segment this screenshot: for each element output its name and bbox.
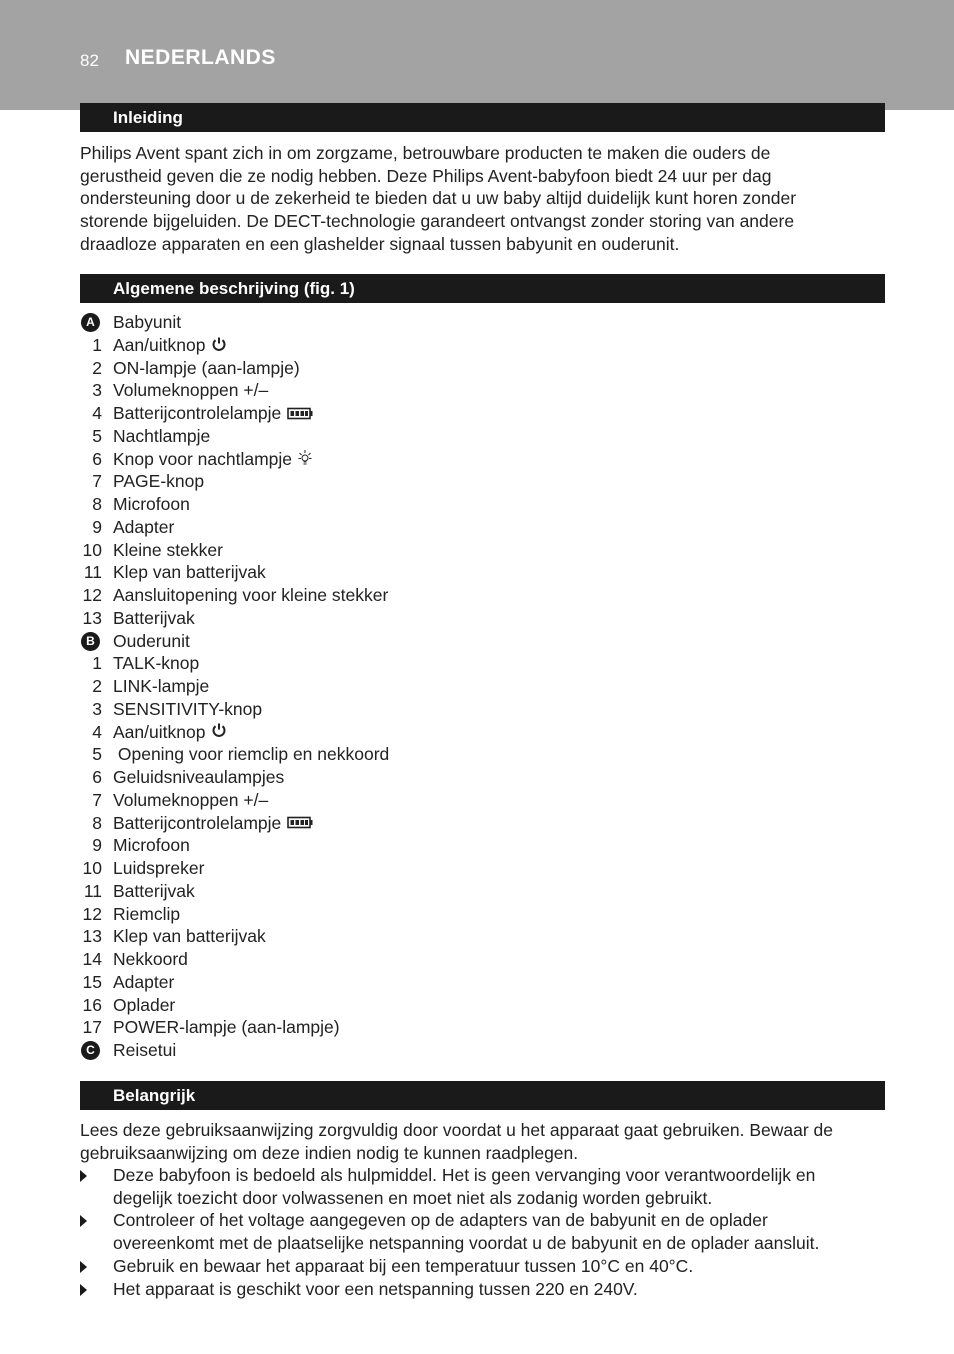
- item-label: [113, 880, 195, 903]
- list-item: [80, 584, 860, 607]
- bullet-item: [80, 1255, 880, 1278]
- item-label-text: Volumeknoppen +/–: [113, 789, 269, 810]
- section-heading-description: [80, 274, 885, 303]
- item-label: [113, 857, 204, 880]
- bullet-arrow-icon: [80, 1215, 87, 1227]
- item-label: [113, 584, 388, 607]
- item-label-text: Kleine stekker: [113, 539, 223, 560]
- item-label-text: Volumeknoppen +/–: [113, 380, 269, 401]
- item-label: [113, 925, 266, 948]
- item-label-text: ON-lampje (aan-lampje): [113, 357, 300, 378]
- item-label: [113, 721, 227, 745]
- item-label-text: POWER-lampje (aan-lampje): [113, 1017, 340, 1038]
- list-item: [80, 948, 860, 971]
- bullet-item: [80, 1209, 880, 1254]
- list-item: [80, 971, 860, 994]
- section-heading-inleiding: [80, 103, 885, 132]
- list-item: [80, 925, 860, 948]
- item-number: 9: [92, 516, 102, 537]
- list-item: [80, 561, 860, 584]
- bullet-text: Controleer of het voltage aangegeven op de adapters van de babyunit en de oplader: [113, 1210, 768, 1231]
- item-number: 16: [82, 994, 102, 1015]
- list-item: [80, 1039, 860, 1062]
- item-number: 1: [92, 653, 102, 674]
- item-label-text: Ouderunit: [113, 630, 190, 651]
- bullet-item: [80, 1164, 880, 1209]
- list-item: [80, 903, 860, 926]
- item-number: 2: [92, 676, 102, 696]
- item-label: [113, 994, 175, 1017]
- item-label-text: Klep van batterijvak: [113, 562, 266, 583]
- item-label-text: Microfoon: [113, 494, 190, 514]
- list-item: [80, 1016, 860, 1039]
- item-number: 3: [92, 698, 102, 719]
- item-label: [113, 1016, 340, 1039]
- section-letter-badge: B: [81, 632, 100, 651]
- item-label: [113, 789, 268, 812]
- item-label-text: TALK-knop: [113, 653, 200, 674]
- item-label: [113, 766, 284, 789]
- bullet-text: degelijk toezicht door volwassenen en moet niet als zodanig worden gebruikt.: [113, 1187, 713, 1208]
- list-item: [80, 812, 860, 835]
- list-item: [80, 493, 860, 516]
- list-item: [80, 357, 860, 380]
- list-item: [80, 334, 860, 357]
- item-label: [113, 948, 188, 971]
- item-number: 13: [82, 926, 102, 947]
- item-label-text: Microfoon: [113, 835, 190, 856]
- section-letter-badge: C: [81, 1041, 100, 1060]
- item-number: 4: [92, 721, 102, 742]
- section-title: Algemene beschrijving (fig. 1): [113, 279, 355, 298]
- item-label: [113, 493, 190, 516]
- item-label: [113, 630, 190, 653]
- item-number: 7: [92, 471, 102, 492]
- item-label: [113, 903, 180, 926]
- item-number: 5: [92, 425, 102, 446]
- item-label-text: Adapter: [113, 516, 175, 537]
- item-label: [113, 675, 209, 698]
- item-label: [113, 402, 313, 426]
- item-number: 2: [92, 357, 102, 378]
- item-number: 11: [83, 562, 102, 583]
- item-number: 9: [92, 835, 102, 856]
- item-label-text: Batterijcontrolelampje: [113, 812, 282, 833]
- bullet-arrow-icon: [80, 1284, 87, 1296]
- bullet-arrow-icon: [80, 1261, 87, 1273]
- bullet-text: overeenkomt met de plaatselijke netspanning voordat u de babyunit en de oplader aansluit.: [113, 1233, 820, 1254]
- bullet-text: Gebruik en bewaar het apparaat bij een temperatuur tussen 10°C en 40°C.: [113, 1255, 694, 1276]
- item-label-text: Opening voor riemclip en nekkoord: [113, 744, 390, 765]
- item-label-text: Batterijvak: [113, 880, 195, 901]
- item-label: [113, 334, 227, 358]
- list-item: [80, 425, 860, 448]
- item-label: [113, 743, 389, 766]
- list-item: [80, 994, 860, 1017]
- battery-icon: [287, 812, 313, 835]
- bullet-item: [80, 1278, 880, 1301]
- list-item: [80, 698, 860, 721]
- item-number: 3: [92, 380, 102, 401]
- nightlight-icon: [298, 448, 312, 471]
- item-label-text: PAGE-knop: [113, 471, 205, 492]
- bullet-arrow-icon: [80, 1170, 87, 1182]
- item-label: [113, 357, 300, 380]
- item-label: [113, 698, 262, 721]
- item-label: [113, 470, 204, 493]
- item-label-text: Babyunit: [113, 312, 182, 332]
- item-label-text: Knop voor nachtlampje: [113, 448, 292, 469]
- list-item: [80, 630, 860, 653]
- item-label: [113, 1039, 176, 1062]
- item-label-text: Klep van batterijvak: [113, 926, 266, 947]
- language-heading: NEDERLANDS: [125, 46, 276, 69]
- list-item: [80, 766, 860, 789]
- power-icon: [211, 335, 227, 358]
- item-number: 7: [92, 789, 102, 810]
- item-label: [113, 516, 174, 539]
- list-item: [80, 607, 860, 630]
- item-number: 17: [82, 1017, 102, 1038]
- list-item: [80, 379, 860, 402]
- section-letter-badge: A: [81, 313, 100, 332]
- item-label: [113, 607, 195, 630]
- list-item: [80, 743, 860, 766]
- item-number: 8: [92, 812, 102, 833]
- item-number: 12: [82, 585, 102, 605]
- item-label: [113, 448, 312, 472]
- item-label-text: Nekkoord: [113, 949, 188, 969]
- item-label-text: Aansluitopening voor kleine stekker: [113, 585, 389, 605]
- item-label: [113, 311, 181, 334]
- list-item: [80, 402, 860, 425]
- item-label: [113, 379, 268, 402]
- item-label: [113, 539, 223, 562]
- list-item: [80, 789, 860, 812]
- item-label-text: SENSITIVITY-knop: [113, 698, 263, 719]
- list-item: [80, 857, 860, 880]
- bullet-text: Deze babyfoon is bedoeld als hulpmiddel. Het is geen vervanging voor verantwoordelijk en: [113, 1165, 816, 1185]
- item-label-text: Reisetui: [113, 1040, 177, 1060]
- item-label-text: Aan/uitknop: [113, 334, 206, 355]
- list-item: [80, 516, 860, 539]
- section-title: Belangrijk: [113, 1086, 196, 1105]
- item-label-text: Oplader: [113, 994, 176, 1015]
- component-list: [80, 311, 860, 1062]
- item-label-text: Nachtlampje: [113, 425, 211, 446]
- list-item: [80, 880, 860, 903]
- item-label: [113, 561, 266, 584]
- item-number: 15: [82, 971, 102, 992]
- power-icon: [211, 721, 227, 744]
- list-item: [80, 539, 860, 562]
- list-item: [80, 652, 860, 675]
- item-number: 1: [92, 334, 102, 355]
- list-item: [80, 721, 860, 744]
- item-label: [113, 971, 174, 994]
- section-title: Inleiding: [113, 108, 183, 127]
- item-label-text: Batterijcontrolelampje: [113, 403, 282, 423]
- page-number: 82: [80, 51, 99, 70]
- important-bullets: [80, 1164, 880, 1300]
- item-label-text: Riemclip: [113, 903, 181, 924]
- intro-paragraph: Philips Avent spant zich in om zorgzame, betrouwbare producten te maken die ouders de gerustheid geven die ze nodig hebben. Deze Philips Avent-babyfoon biedt 24 uur per dag ondersteuning door u de zekerheid te bieden dat u uw baby altijd duidelijk kunt horen zonder storende bijgeluiden. De DECT-technologie garandeert ontvangst zonder storing van andere draadloze apparaten en een glashelder signaal tussen babyunit en ouderunit.: [80, 143, 797, 254]
- list-item: [80, 675, 860, 698]
- list-item: [80, 470, 860, 493]
- item-number: 5: [92, 744, 102, 765]
- item-label-text: LINK-lampje: [113, 676, 210, 696]
- item-label-text: Luidspreker: [113, 858, 205, 878]
- item-number: 10: [82, 858, 102, 878]
- item-number: 13: [82, 607, 102, 628]
- item-number: 11: [83, 880, 102, 901]
- item-label: [113, 834, 190, 857]
- item-number: 6: [92, 767, 102, 787]
- item-number: 8: [92, 494, 102, 514]
- item-label: [113, 652, 199, 675]
- item-number: 14: [82, 949, 102, 969]
- battery-icon: [287, 403, 313, 426]
- list-item: [80, 311, 860, 334]
- item-label-text: Aan/uitknop: [113, 721, 206, 742]
- item-number: 4: [92, 403, 102, 423]
- section-heading-important: [80, 1081, 885, 1110]
- item-label-text: Adapter: [113, 971, 175, 992]
- list-item: [80, 834, 860, 857]
- item-label-text: Batterijvak: [113, 607, 195, 628]
- list-item: [80, 448, 860, 471]
- item-number: 6: [92, 448, 102, 469]
- bullet-text: Het apparaat is geschikt voor een netspanning tussen 220 en 240V.: [113, 1278, 638, 1299]
- item-label: [113, 425, 210, 448]
- item-number: 10: [82, 539, 102, 560]
- item-label-text: Geluidsniveaulampjes: [113, 767, 285, 787]
- item-label: [113, 812, 313, 836]
- important-intro: Lees deze gebruiksaanwijzing zorgvuldig door voordat u het apparaat gaat gebruiken. Bewaar de gebruiksaanwijzing om deze indien nodig te kunnen raadplegen.: [80, 1120, 833, 1163]
- header-band: [0, 0, 954, 110]
- item-number: 12: [82, 903, 102, 924]
